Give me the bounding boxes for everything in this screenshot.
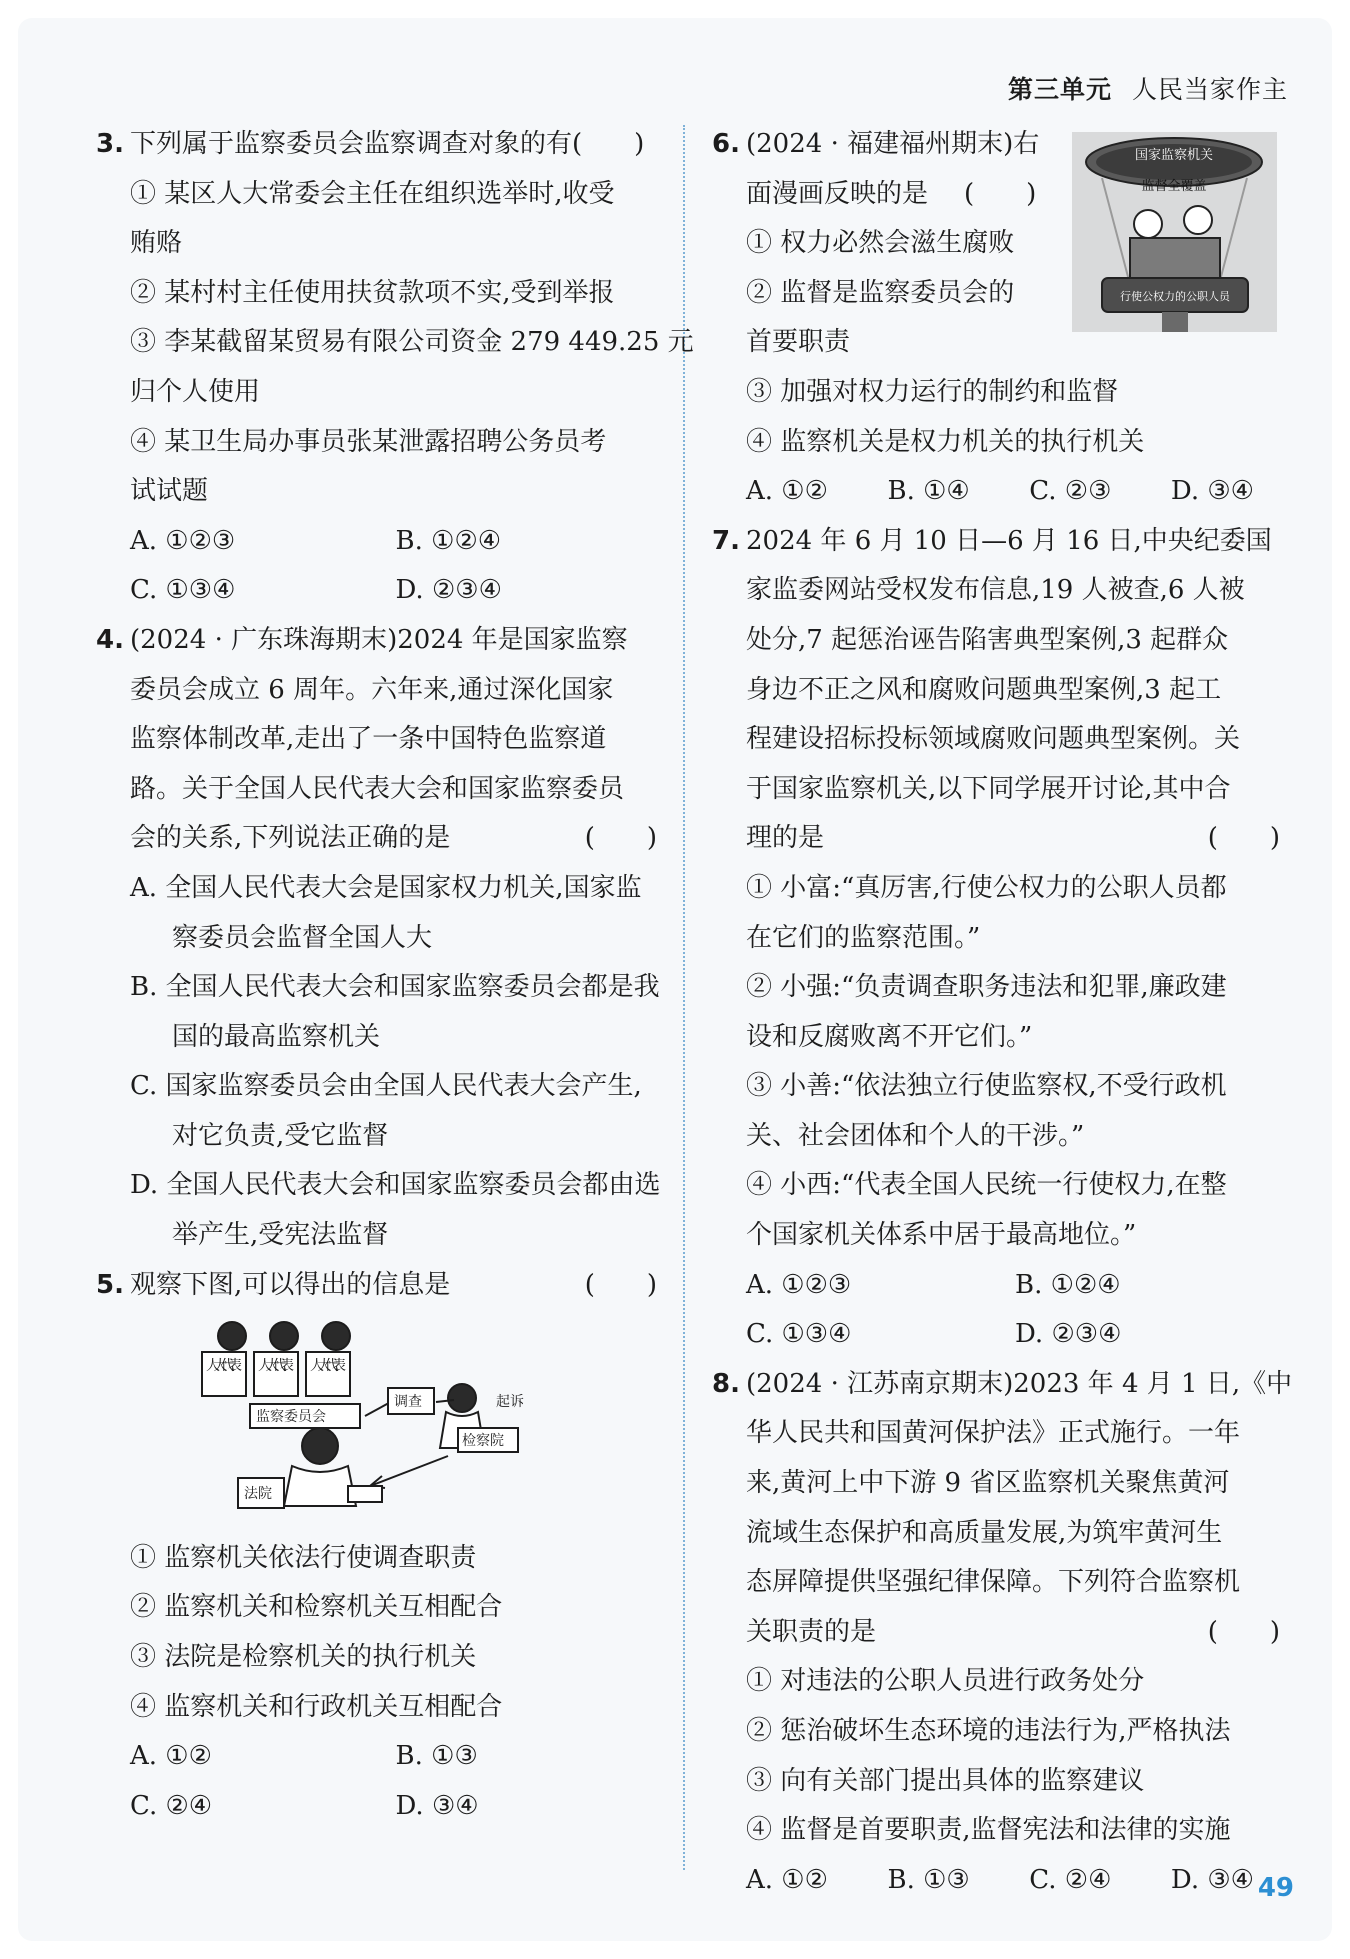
question-stem-line: 来,黄河上中下游 9 省区监察机关聚焦黄河 (746, 1468, 1230, 1499)
answer-bracket[interactable]: ( ) (584, 1269, 657, 1300)
question-stem-line: 家监委网站受权发布信息,19 人被查,6 人被 (746, 575, 1245, 606)
choice-c[interactable]: C. ②③ (1029, 476, 1112, 507)
stem-text: 会的关系,下列说法正确的是 (130, 823, 451, 854)
choice-a[interactable]: A. ①② (746, 1864, 828, 1895)
question-stem-line: 身边不正之风和腐败问题典型案例,3 起工 (746, 674, 1222, 705)
statement-line: ④ 监察机关和行政机关互相配合 (130, 1691, 503, 1722)
statement-line: 贿赂 (130, 228, 183, 259)
question-5 (96, 1261, 661, 1832)
fig-prosecute-label: 起诉 (496, 1394, 524, 1411)
fig-investigate-label: 调查 (394, 1394, 422, 1411)
page-number: 49 (1257, 1873, 1294, 1903)
answer-bracket[interactable]: ( ) (964, 178, 1037, 209)
right-column (712, 120, 1293, 1905)
choice-c[interactable]: C. ②④ (130, 1790, 213, 1821)
question-stem-line: 流域生态保护和高质量发展,为筑牢黄河生 (746, 1517, 1223, 1548)
choice-c[interactable]: C. ②④ (1029, 1864, 1112, 1895)
stem-text: 理的是 (746, 823, 825, 854)
cartoon-base-text: 行使公权力的公职人员 (1120, 290, 1230, 303)
choice-c[interactable]: C. 国家监察委员会由全国人民代表大会产生,对它负责,受它监督 (130, 1071, 642, 1151)
fig-procuratorate-label: 检察院 (462, 1433, 504, 1450)
statement-line: 个国家机关体系中居于最高地位。” (746, 1220, 1137, 1251)
statement-line: ④ 监察机关是权力机关的执行机关 (746, 426, 1145, 457)
answer-bracket[interactable]: ( ) (1207, 823, 1280, 854)
choice-d[interactable]: D. ③④ (395, 1790, 479, 1821)
unit-label: 第三单元 (1007, 75, 1112, 104)
statement-line: ② 某村村主任使用扶贫款项不实,受到举报 (130, 277, 615, 308)
statement-line: ① 某区人大常委会主任在组织选举时,收受 (130, 178, 615, 209)
statement-line: ③ 加强对权力运行的制约和监督 (746, 376, 1119, 407)
statement-line: 首要职责 (746, 327, 851, 358)
choice-a[interactable]: A. 全国人民代表大会是国家权力机关,国家监察委员会监督全国人大 (130, 872, 642, 953)
choice-b[interactable]: B. 全国人民代表大会和国家监察委员会都是我国的最高监察机关 (130, 972, 660, 1052)
answer-choices (130, 1782, 661, 1832)
unit-title: 人民当家作主 (1131, 75, 1288, 104)
question-3 (96, 120, 694, 616)
question-stem-line: (2024 · 福建福州期末)右 (746, 129, 1040, 159)
choice-a[interactable]: A. ①②③ (746, 1269, 852, 1300)
cartoon-sign-text: 国家监察机关 (1134, 148, 1214, 163)
choice-a[interactable]: A. ①② (130, 1741, 212, 1772)
statement-list (130, 170, 694, 517)
question-stem-line (746, 814, 1284, 864)
question-stem-line: 监察体制改革,走出了一条中国特色监察道 (130, 724, 607, 755)
question-stem-line: 华人民共和国黄河保护法》正式施行。一年 (746, 1418, 1241, 1449)
statement-line: 在它们的监察范围。” (746, 922, 981, 953)
choice-a[interactable]: A. ①② (746, 476, 828, 507)
left-column (96, 120, 694, 1831)
answer-choices (746, 1310, 1284, 1360)
answer-choices (130, 1732, 661, 1782)
choice-b[interactable]: B. ①③ (395, 1741, 478, 1772)
question-number: 5. (96, 1269, 124, 1300)
statement-line: ② 监督是监察委员会的 (746, 277, 1015, 308)
statement-line: 试试题 (130, 476, 209, 507)
fig-court-label: 法院 (244, 1486, 272, 1503)
running-header (1008, 70, 1288, 106)
cartoon-banner-text: 监督全覆盖 (1141, 179, 1207, 194)
statement-line: ① 小富:“真厉害,行使公权力的公职人员都 (746, 872, 1227, 903)
statement-line: ① 权力必然会滋生腐败 (746, 228, 1015, 259)
choice-d[interactable]: D. ③④ (1170, 1864, 1254, 1895)
question-stem: 下列属于监察委员会监察调查对象的有( ) (130, 129, 645, 159)
supervision-process-illustration (200, 1316, 600, 1516)
statement-line: ③ 法院是检察机关的执行机关 (130, 1642, 477, 1673)
statement-line: ② 小强:“负责调查职务违法和犯罪,廉政建 (746, 972, 1227, 1003)
statement-line: ② 监察机关和检察机关互相配合 (130, 1592, 503, 1623)
statement-line: ① 对违法的公职人员进行政务处分 (746, 1666, 1145, 1697)
question-stem-line: 路。关于全国人民代表大会和国家监察委员 (130, 773, 625, 804)
question-number: 3. (96, 129, 124, 159)
statement-line: ③ 向有关部门提出具体的监察建议 (746, 1765, 1145, 1796)
question-stem-line: (2024 · 广东珠海期末)2024 年是国家监察 (130, 624, 628, 655)
statement-line: 设和反腐败离不开它们。” (746, 1021, 1033, 1052)
question-stem-line (130, 814, 661, 864)
fig-rep-label: 人大代表 (206, 1358, 242, 1375)
fig-rep-label: 人大代表 (310, 1358, 346, 1375)
question-stem-line: 处分,7 起惩治诬告陷害典型案例,3 起群众 (746, 624, 1229, 655)
statement-line: ② 惩治破坏生态环境的违法行为,严格执法 (746, 1716, 1231, 1746)
choice-b[interactable]: B. ①④ (887, 476, 970, 507)
question-stem-line (746, 1608, 1284, 1658)
question-stem-line: (2024 · 江苏南京期末)2023 年 4 月 1 日,《中 (746, 1368, 1293, 1399)
question-8 (712, 1360, 1293, 1906)
choice-d[interactable]: D. ③④ (1170, 476, 1254, 507)
answer-choices (746, 1856, 1284, 1906)
question-6 (712, 120, 1284, 517)
choice-d[interactable]: D. ②③④ (395, 575, 502, 606)
answer-bracket[interactable]: ( ) (1207, 1616, 1280, 1647)
choice-b[interactable]: B. ①②④ (395, 525, 502, 556)
question-stem-line: 2024 年 6 月 10 日—6 月 16 日,中央纪委国 (746, 525, 1272, 556)
choice-b[interactable]: B. ①②④ (1015, 1269, 1121, 1300)
question-number: 4. (96, 624, 124, 655)
choice-c[interactable]: C. ①③④ (746, 1319, 852, 1350)
choice-d[interactable]: D. ②③④ (1015, 1319, 1122, 1350)
statement-line: ③ 李某截留某贸易有限公司资金 279 449.25 元 (130, 327, 694, 358)
question-stem-line: 态屏障提供坚强纪律保障。下列符合监察机 (746, 1567, 1241, 1598)
statement-line: ④ 监督是首要职责,监督宪法和法律的实施 (746, 1815, 1231, 1846)
stem-text: 关职责的是 (746, 1616, 877, 1647)
answer-choices (746, 467, 1284, 517)
choice-b[interactable]: B. ①③ (887, 1864, 970, 1895)
question-stem-line (746, 170, 1284, 220)
choice-d[interactable]: D. 全国人民代表大会和国家监察委员会都由选举产生,受宪法监督 (130, 1170, 661, 1251)
question-number: 8. (712, 1368, 740, 1399)
answer-choices (130, 517, 661, 567)
question-number: 7. (712, 525, 740, 556)
statement-line: 归个人使用 (130, 376, 261, 407)
statement-line: 关、社会团体和个人的干涉。” (746, 1120, 1085, 1151)
question-stem-line: 委员会成立 6 周年。六年来,通过深化国家 (130, 674, 614, 705)
stem-text: 面漫画反映的是 (746, 178, 929, 209)
question-stem-line (130, 1261, 661, 1311)
question-number: 6. (712, 129, 740, 159)
fig-commission-label: 监察委员会 (256, 1409, 326, 1426)
statement-line: ① 监察机关依法行使调查职责 (130, 1542, 477, 1573)
stem-text: 观察下图,可以得出的信息是 (130, 1269, 451, 1300)
answer-choices (130, 566, 661, 616)
statement-line: ④ 小西:“代表全国人民统一行使权力,在整 (746, 1170, 1227, 1201)
answer-bracket[interactable]: ( ) (584, 823, 657, 854)
choice-c[interactable]: C. ①③④ (130, 575, 236, 606)
column-divider (683, 125, 685, 1870)
question-stem-line: 程建设招标投标领域腐败问题典型案例。关 (746, 724, 1241, 755)
choice-a[interactable]: A. ①②③ (130, 525, 236, 556)
statement-line: ④ 某卫生局办事员张某泄露招聘公务员考 (130, 426, 607, 457)
question-4 (96, 616, 661, 1261)
statement-line: ③ 小善:“依法独立行使监察权,不受行政机 (746, 1071, 1227, 1102)
question-stem-line: 于国家监察机关,以下同学展开讨论,其中合 (746, 773, 1231, 804)
question-7 (712, 517, 1284, 1360)
fig-rep-label: 人大代表 (258, 1358, 294, 1375)
answer-choices (746, 1261, 1284, 1311)
